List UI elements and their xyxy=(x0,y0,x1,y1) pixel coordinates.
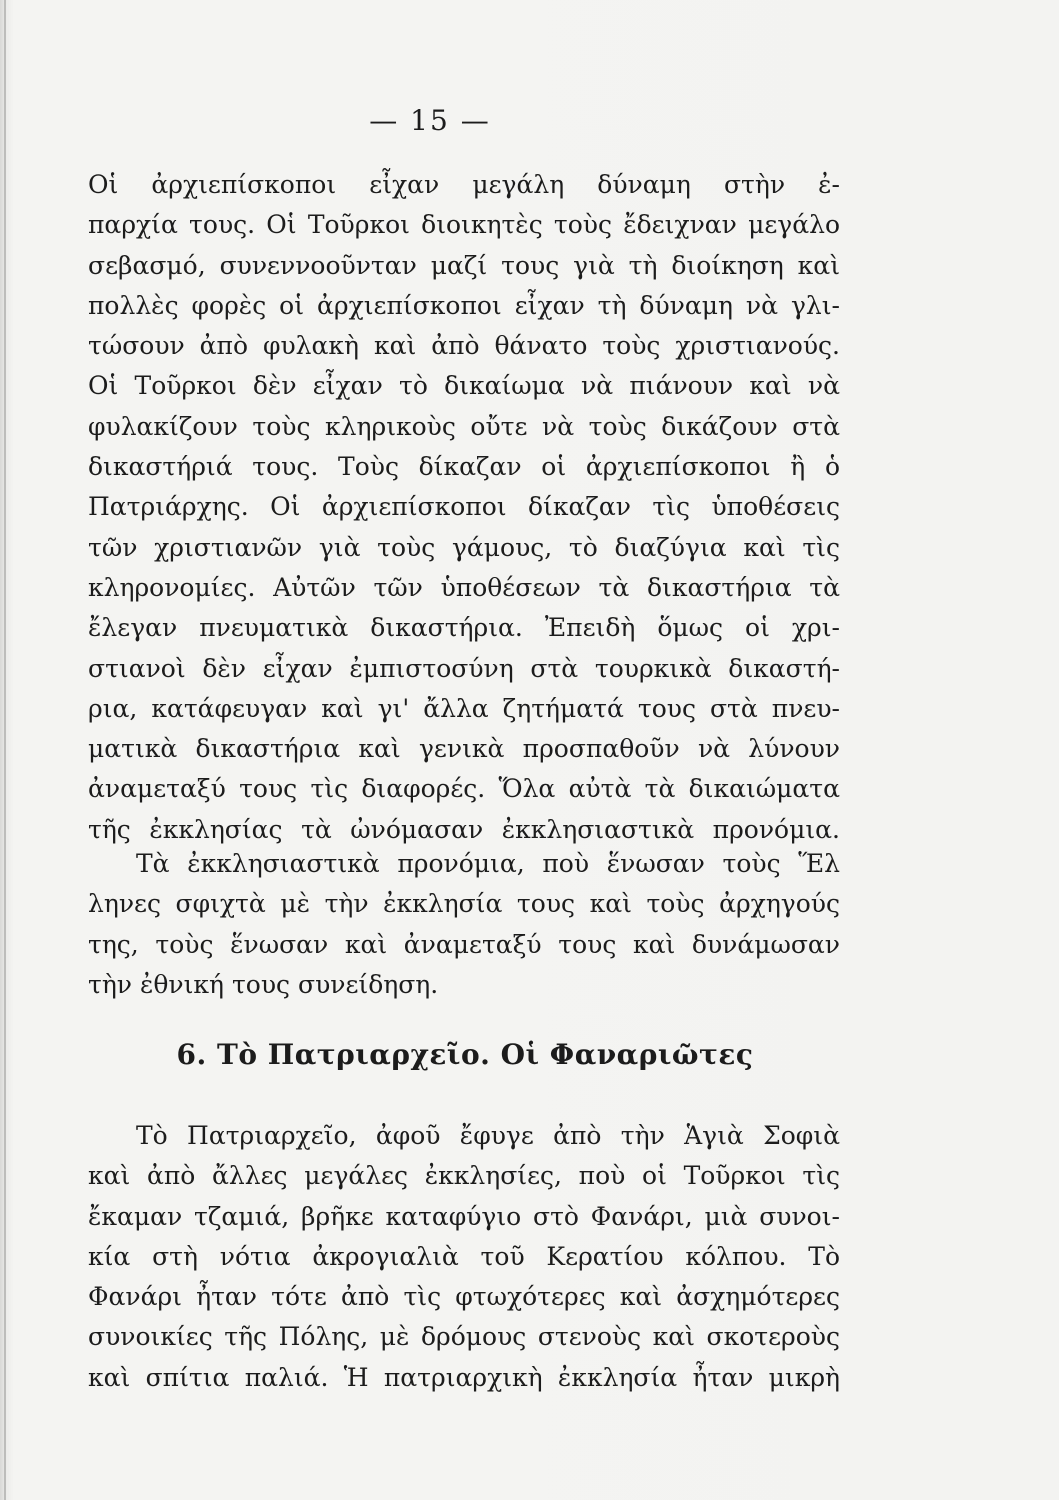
text-line: συνοικίες τῆς Πόλης, μὲ δρόμους στενοὺς καὶ σκοτεροὺς xyxy=(88,1322,840,1352)
paragraph-privileges xyxy=(88,844,840,1005)
text-line: ματικὰ δικαστήρια καὶ γενικὰ προσπαθοῦν νὰ λύνουν xyxy=(88,734,840,764)
text-line: Πατριάρχης. Οἱ ἀρχιεπίσκοποι δίκαζαν τὶς ὑποθέσεις xyxy=(88,492,840,522)
text-line: ἔκαμαν τζαμιά, βρῆκε καταφύγιο στὸ Φανάρι, μιὰ συνοι- xyxy=(88,1201,840,1231)
text-line: πολλὲς φορὲς οἱ ἀρχιεπίσκοποι εἶχαν τὴ δύναμη νὰ γλι- xyxy=(88,290,840,320)
paragraph-archbishops xyxy=(88,165,840,850)
text-line: ἀναμεταξύ τους τὶς διαφορές. Ὅλα αὐτὰ τὰ δικαιώματα xyxy=(88,774,840,804)
text-line: καὶ σπίτια παλιά. Ἡ πατριαρχικὴ ἐκκλησία ἦταν μικρὴ xyxy=(88,1362,840,1392)
text-line: Φανάρι ἦταν τότε ἀπὸ τὶς φτωχότερες καὶ ἀσχημότερες xyxy=(88,1282,840,1312)
text-line: κία στὴ νότια ἀκρογιαλιὰ τοῦ Κερατίου κόλπου. Τὸ xyxy=(88,1241,840,1271)
text-line: στιανοὶ δὲν εἶχαν ἐμπιστοσύνη στὰ τουρκικὰ δικαστή- xyxy=(88,653,840,683)
text-line: Οἱ ἀρχιεπίσκοποι εἶχαν μεγάλη δύναμη στὴν ἐ- xyxy=(88,170,840,199)
section-heading: 6. Τὸ Πατριαρχεῖο. Οἱ Φαναριῶτες xyxy=(176,1038,754,1071)
text-line: Τὰ ἐκκλησιαστικὰ προνόμια, ποὺ ἕνωσαν τοὺς Ἕλ xyxy=(136,849,840,878)
text-line: σεβασμό, συνεννοοῦνταν μαζί τους γιὰ τὴ διοίκηση καὶ xyxy=(88,250,840,280)
text-line: της, τοὺς ἕνωσαν καὶ ἀναμεταξύ τους καὶ δυνάμωσαν xyxy=(88,929,840,959)
text-line: καὶ ἀπὸ ἄλλες μεγάλες ἐκκλησίες, ποὺ οἱ Τοῦρκοι τὶς xyxy=(88,1161,840,1191)
text-line: Οἱ Τοῦρκοι δὲν εἶχαν τὸ δικαίωμα νὰ πιάνουν καὶ νὰ xyxy=(88,371,840,401)
text-line: τῶν χριστιανῶν γιὰ τοὺς γάμους, τὸ διαζύγια καὶ τὶς xyxy=(88,532,840,562)
text-line: Τὸ Πατριαρχεῖο, ἀφοῦ ἔφυγε ἀπὸ τὴν Ἁγιὰ Σοφιὰ xyxy=(136,1121,840,1150)
text-line: ρια, κατάφευγαν καὶ γι' ἄλλα ζητήματά τους στὰ πνευ- xyxy=(88,693,840,723)
paragraph-patriarchate xyxy=(88,1116,840,1398)
text-line: φυλακίζουν τοὺς κληρικοὺς οὔτε νὰ τοὺς δικάζουν στὰ xyxy=(88,411,840,441)
text-line: ἔλεγαν πνευματικὰ δικαστήρια. Ἐπειδὴ ὅμως οἱ χρι- xyxy=(88,613,840,643)
text-line: τώσουν ἀπὸ φυλακὴ καὶ ἀπὸ θάνατο τοὺς χριστιανούς. xyxy=(88,331,840,361)
text-line: ληνες σφιχτὰ μὲ τὴν ἐκκλησία τους καὶ τοὺς ἀρχηγούς xyxy=(88,889,840,919)
page-number: — 15 — xyxy=(369,104,491,137)
text-line: παρχία τους. Οἱ Τοῦρκοι διοικητὲς τοὺς ἔδειχναν μεγάλο xyxy=(88,210,840,240)
page-binding-edge xyxy=(4,0,6,1500)
text-line: κληρονομίες. Αὐτῶν τῶν ὑποθέσεων τὰ δικαστήρια τὰ xyxy=(88,572,840,602)
text-line: δικαστήριά τους. Τοὺς δίκαζαν οἱ ἀρχιεπίσκοποι ἢ ὁ xyxy=(88,452,840,482)
text-line: τῆς ἐκκλησίας τὰ ὠνόμασαν ἐκκλησιαστικὰ προνόμια. xyxy=(88,814,840,844)
text-line: τὴν ἐθνική τους συνείδηση. xyxy=(88,969,439,999)
